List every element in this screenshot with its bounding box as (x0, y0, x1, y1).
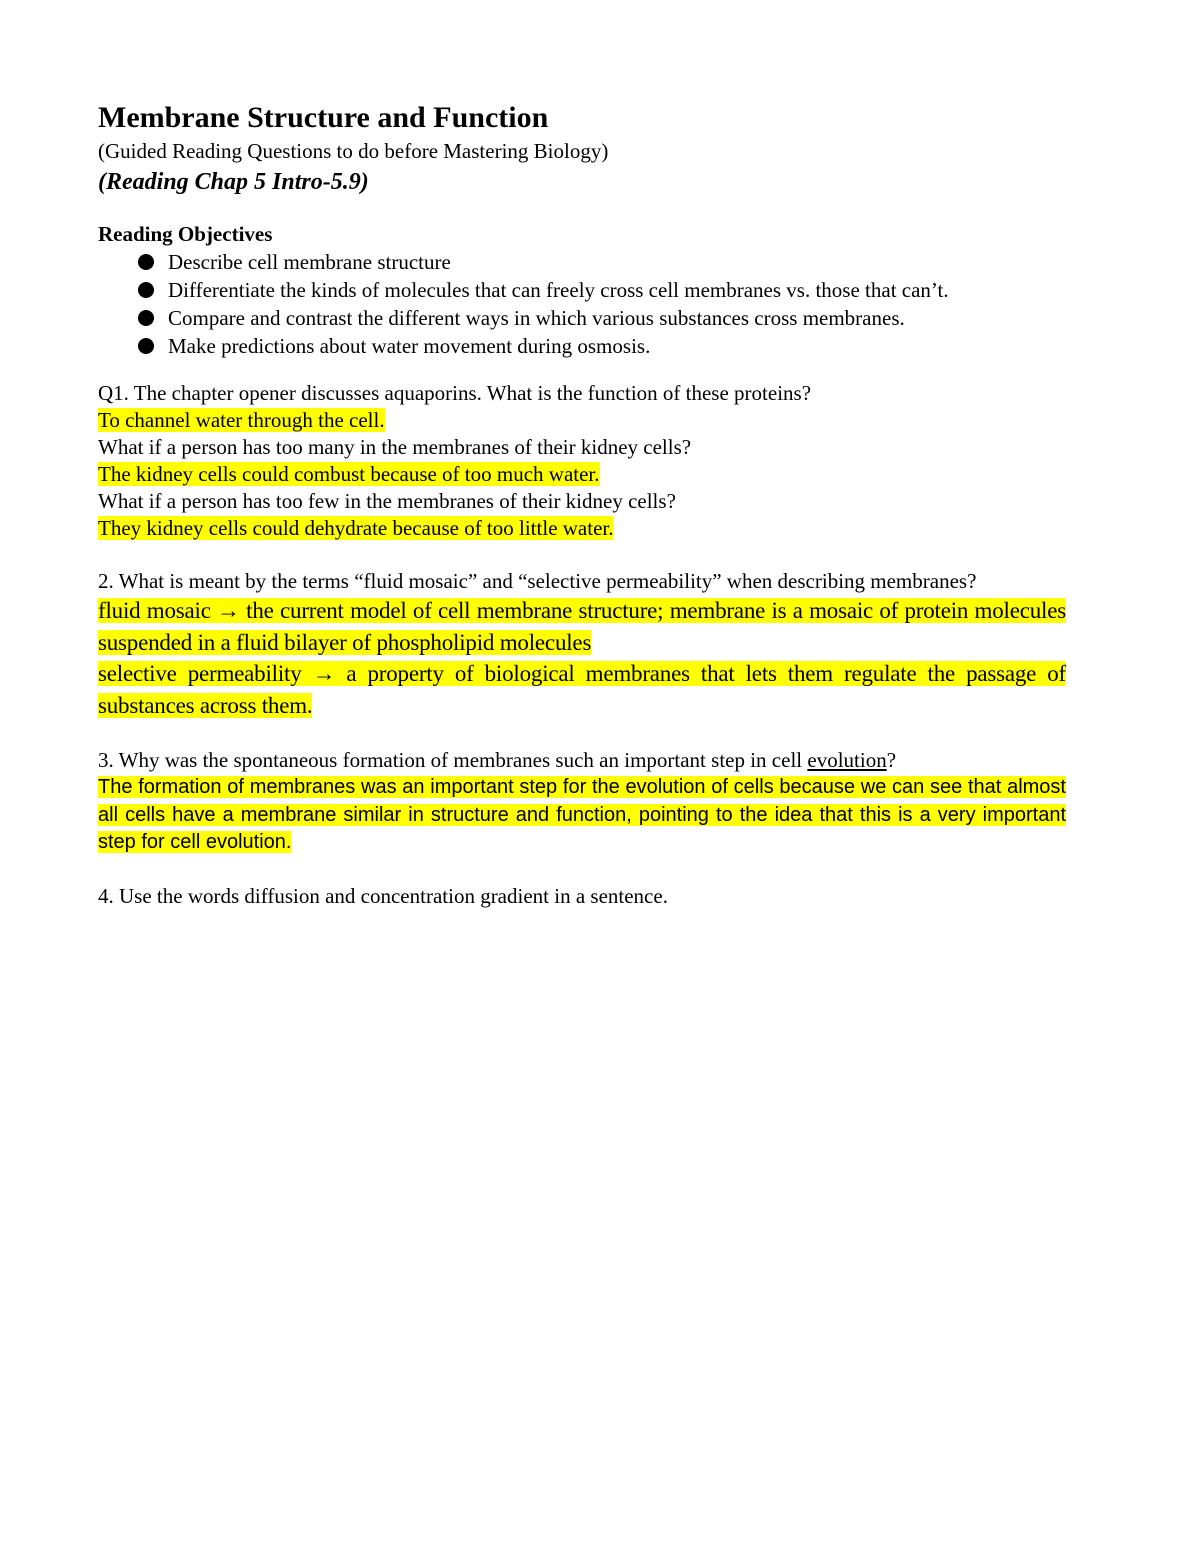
objective-text: Differentiate the kinds of molecules that can freely cross cell membranes vs. those that can’t. (168, 278, 949, 302)
question-3-text (98, 747, 1066, 774)
question-3-text-end: ? (886, 748, 897, 772)
objective-text: Describe cell membrane structure (168, 250, 451, 274)
question-1-followup-1-answer: The kidney cells could combust because of too much water. (98, 462, 600, 486)
question-1-followup-2: What if a person has too few in the membranes of their kidney cells? (98, 489, 676, 513)
bullet-icon (138, 254, 154, 270)
document-page (98, 100, 1066, 936)
question-4 (98, 883, 1066, 910)
question-1-answer: To channel water through the cell. (98, 408, 385, 432)
objective-item (138, 304, 1066, 332)
question-2 (98, 568, 1066, 721)
question-1-followup-1: What if a person has too many in the membranes of their kidney cells? (98, 435, 692, 459)
bullet-icon (138, 282, 154, 298)
objective-item (138, 332, 1066, 360)
objective-text: Make predictions about water movement during osmosis. (168, 334, 651, 358)
question-3-text-start: 3. Why was the spontaneous formation of membranes such an important step in cell (98, 748, 808, 772)
objective-item (138, 248, 1066, 276)
document-subtitle: (Guided Reading Questions to do before Mastering Biology) (98, 139, 609, 163)
objective-text: Compare and contrast the different ways in which various substances cross membranes. (168, 306, 905, 330)
question-1-text: Q1. The chapter opener discusses aquaporins. What is the function of these proteins? (98, 381, 812, 405)
question-2-answer-selective-permeability: selective permeability → a property of biological membranes that lets them regulate the passage of substances across them. (98, 661, 1066, 718)
objective-item (138, 276, 1066, 304)
question-1-followup-2-answer: They kidney cells could dehydrate because of too little water. (98, 516, 614, 540)
question-3 (98, 747, 1066, 857)
question-3-answer: The formation of membranes was an important step for the evolution of cells because we can see that almost all cells have a membrane similar in structure and function, pointing to the idea that this is a very important step for cell evolution. (98, 776, 1066, 853)
reading-assignment: (Reading Chap 5 Intro-5.9) (98, 169, 369, 195)
objectives-list (98, 248, 1066, 360)
document-title: Membrane Structure and Function (98, 101, 549, 134)
question-4-text: 4. Use the words diffusion and concentration gradient in a sentence. (98, 883, 668, 908)
question-2-text: 2. What is meant by the terms “fluid mosaic” and “selective permeability” when describing membranes? (98, 569, 977, 593)
question-3-underlined-word: evolution (807, 748, 887, 772)
bullet-icon (138, 310, 154, 326)
question-2-answer-fluid-mosaic: fluid mosaic → the current model of cell membrane structure; membrane is a mosaic of protein molecules suspended in a fluid bilayer of phospholipid molecules (98, 598, 1066, 655)
question-1 (98, 380, 1066, 542)
bullet-icon (138, 338, 154, 354)
objectives-heading: Reading Objectives (98, 222, 273, 246)
